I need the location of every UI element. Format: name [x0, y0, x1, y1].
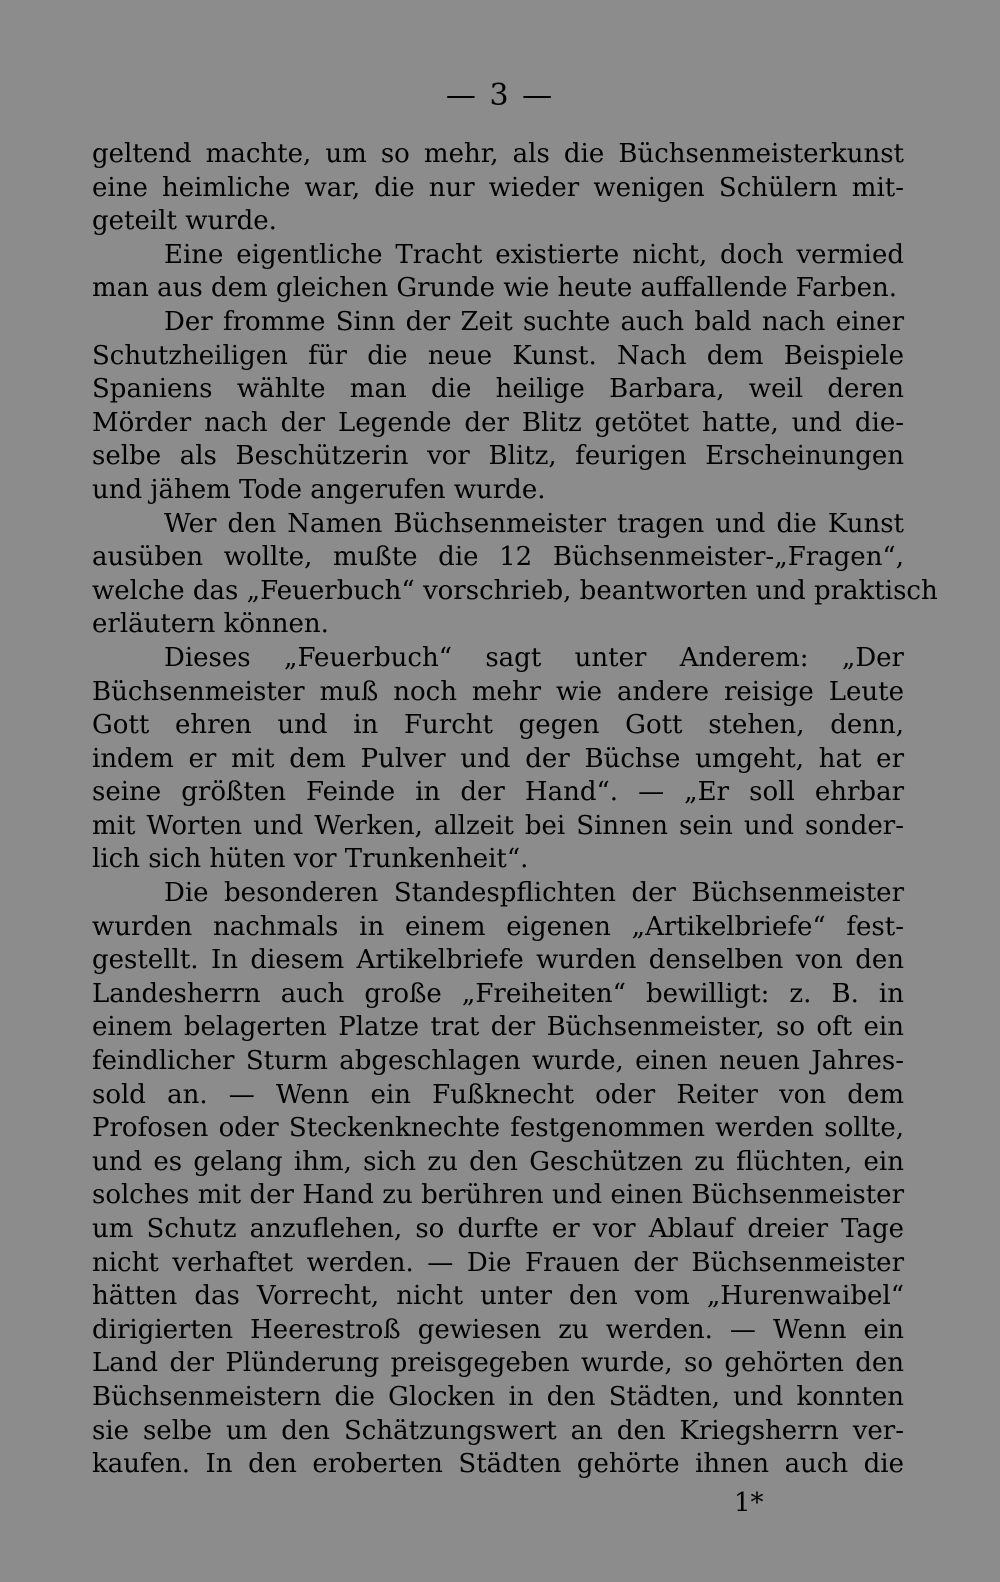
text-line: einem belagerten Platze trat der Büchsenmeister, so oft ein: [92, 1012, 904, 1043]
text-line: geteilt wurde.: [92, 206, 277, 237]
text-line: solches mit der Hand zu berühren und einen Büchsenmeister: [92, 1180, 904, 1211]
text-line: Büchsenmeister muß noch mehr wie andere reisige Leute: [92, 676, 904, 707]
text-line: gestellt. In diesem Artikelbriefe wurden denselben von den: [92, 945, 904, 976]
page-number: — 3 —: [445, 78, 555, 113]
text-line: Mörder nach der Legende der Blitz getötet hatte, und die-: [92, 407, 904, 438]
text-line: eine heimliche war, die nur wieder wenigen Schülern mit-: [92, 172, 904, 203]
text-line: selbe als Beschützerin vor Blitz, feurigen Erscheinungen: [92, 441, 904, 472]
text-line: erläutern können.: [92, 609, 329, 640]
text-line: geltend machte, um so mehr, als die Büchsenmeisterkunst: [92, 139, 904, 169]
text-line: nicht verhaftet werden. — Die Frauen der Büchsenmeister: [92, 1247, 904, 1278]
text-line: feindlicher Sturm abgeschlagen wurde, einen neuen Jahres-: [92, 1046, 904, 1077]
text-line: Dieses „Feuerbuch“ sagt unter Anderem: „Der: [164, 642, 904, 673]
signature-mark: 1*: [734, 1488, 764, 1518]
text-line: Spaniens wählte man die heilige Barbara, weil deren: [92, 374, 904, 405]
text-line: seine größten Feinde in der Hand“. — „Er soll ehrbar: [92, 777, 904, 808]
body-text: [92, 138, 938, 1482]
text-line: Eine eigentliche Tracht existierte nicht, doch vermied: [164, 239, 904, 270]
text-line: ausüben wollte, mußte die 12 Büchsenmeister-„Fragen“,: [92, 542, 904, 573]
text-line: Profosen oder Steckenknechte festgenommen werden sollte,: [92, 1113, 904, 1144]
text-line: hätten das Vorrecht, nicht unter den vom „Hurenwaibel“: [92, 1281, 904, 1312]
text-line: Büchsenmeistern die Glocken in den Städten, und konnten: [92, 1381, 904, 1412]
text-line: kaufen. In den eroberten Städten gehörte ihnen auch die: [92, 1449, 904, 1480]
text-line: man aus dem gleichen Grunde wie heute auffallende Farben.: [92, 273, 898, 304]
text-line: Land der Plünderung preisgegeben wurde, so gehörten den: [92, 1348, 904, 1379]
text-line: Der fromme Sinn der Zeit suchte auch bald nach einer: [164, 306, 904, 337]
text-line: lich sich hüten vor Trunkenheit“.: [92, 844, 529, 875]
text-line: Schutzheiligen für die neue Kunst. Nach dem Beispiele: [92, 340, 904, 371]
text-line: mit Worten und Werken, allzeit bei Sinnen sein und sonder-: [92, 810, 904, 841]
text-line: und jähem Tode angerufen wurde.: [92, 474, 546, 505]
text-line: sie selbe um den Schätzungswert an den Kriegsherrn ver-: [92, 1415, 904, 1446]
text-line: Landesherrn auch große „Freiheiten“ bewilligt: z. B. in: [92, 978, 904, 1009]
text-line: Wer den Namen Büchsenmeister tragen und die Kunst: [164, 508, 904, 539]
text-line: wurden nachmals in einem eigenen „Artikelbriefe“ fest-: [92, 911, 904, 942]
text-line: und es gelang ihm, sich zu den Geschützen zu flüchten, ein: [92, 1146, 904, 1177]
text-line: sold an. — Wenn ein Fußknecht oder Reiter von dem: [92, 1079, 904, 1110]
text-line: Gott ehren und in Furcht gegen Gott stehen, denn,: [92, 710, 904, 741]
text-line: welche das „Feuerbuch“ vorschrieb, beantworten und praktisch: [92, 575, 938, 606]
text-line: dirigierten Heerestroß gewiesen zu werden. — Wenn ein: [92, 1314, 904, 1345]
text-line: um Schutz anzuflehen, so durfte er vor Ablauf dreier Tage: [92, 1214, 904, 1244]
text-line: Die besonderen Standespflichten der Büchsenmeister: [164, 878, 904, 909]
text-line: indem er mit dem Pulver und der Büchse umgeht, hat er: [92, 743, 904, 774]
